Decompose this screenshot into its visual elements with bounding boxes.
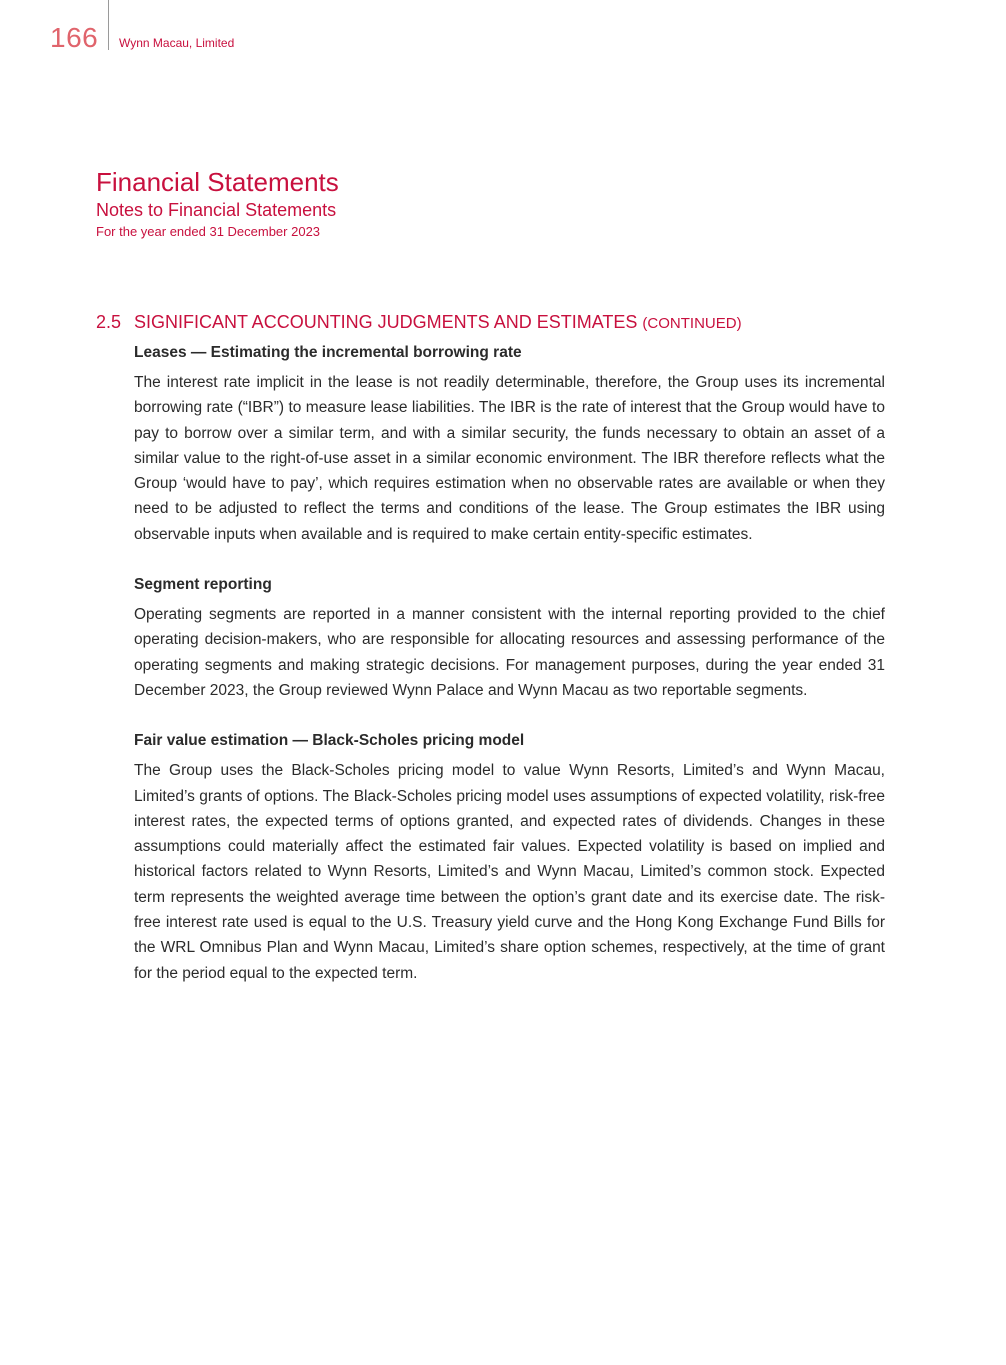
- page-number: 166: [50, 22, 99, 53]
- page-title: Financial Statements: [96, 167, 339, 197]
- section-content: [134, 340, 885, 1011]
- reporting-period: For the year ended 31 December 2023: [96, 224, 321, 239]
- subsection-heading: Leases — Estimating the incremental borrowing rate: [134, 344, 522, 361]
- section-title: SIGNIFICANT ACCOUNTING JUDGMENTS AND ESTIMATES: [134, 312, 638, 332]
- company-name: Wynn Macau, Limited: [119, 36, 235, 50]
- subsection-heading: Fair value estimation — Black-Scholes pricing model: [134, 732, 525, 750]
- section-number: 2.5: [96, 312, 122, 332]
- subsection-fair-value-estimation: [134, 728, 885, 986]
- section-continued-label: (CONTINUED): [642, 315, 742, 332]
- header-divider: [108, 0, 109, 50]
- subsection-leases: [134, 340, 885, 547]
- subsection-body: The interest rate implicit in the lease is not readily determinable, therefore, the Group uses its incremental borrowing rate (“IBR”) to measure lease liabilities. The IBR is the rate of interest that the Group would have to pay to borrow over a similar term, and with a similar security, the funds necessary to obtain an asset of a similar value to the right-of-use asset in a similar economic environment. The IBR therefore reflects what the Group ‘would have to pay’, which requires estimation when no observable rates are available or when they need to be adjusted to reflect the terms and conditions of the lease. The Group estimates the IBR using observable inputs when available and is required to make certain entity-specific estimates.: [134, 374, 885, 543]
- section-heading: [96, 310, 742, 336]
- page-subtitle: Notes to Financial Statements: [96, 200, 337, 220]
- subsection-body: Operating segments are reported in a manner consistent with the internal reporting provided to the chief operating decision-makers, who are responsible for allocating resources and assessing performance of the operating segments and making strategic decisions. For management purposes, during the year ended 31 December 2023, the Group reviewed Wynn Palace and Wynn Macau as two reportable segments.: [134, 606, 885, 699]
- title-block: [96, 166, 339, 242]
- subsection-heading: Segment reporting: [134, 576, 272, 594]
- subsection-body: The Group uses the Black-Scholes pricing model to value Wynn Resorts, Limited’s and Wynn Macau, Limited’s grants of options. The Black-Scholes pricing model uses assumptions of expected volatility, risk-free interest rates, the expected terms of options granted, and expected rates of dividends. Changes in these assumptions could materially affect the estimated fair values. Expected volatility is based on implied and historical factors related to Wynn Resorts, Limited’s and Wynn Macau, Limited’s common stock. Expected term represents the weighted average time between the option’s grant date and its exercise date. The risk-free interest rate used is equal to the U.S. Treasury yield curve and the Hong Kong Exchange Fund Bills for the WRL Omnibus Plan and Wynn Macau, Limited’s share option schemes, respectively, at the time of grant for the period equal to the expected term.: [134, 762, 885, 982]
- subsection-segment-reporting: [134, 572, 885, 703]
